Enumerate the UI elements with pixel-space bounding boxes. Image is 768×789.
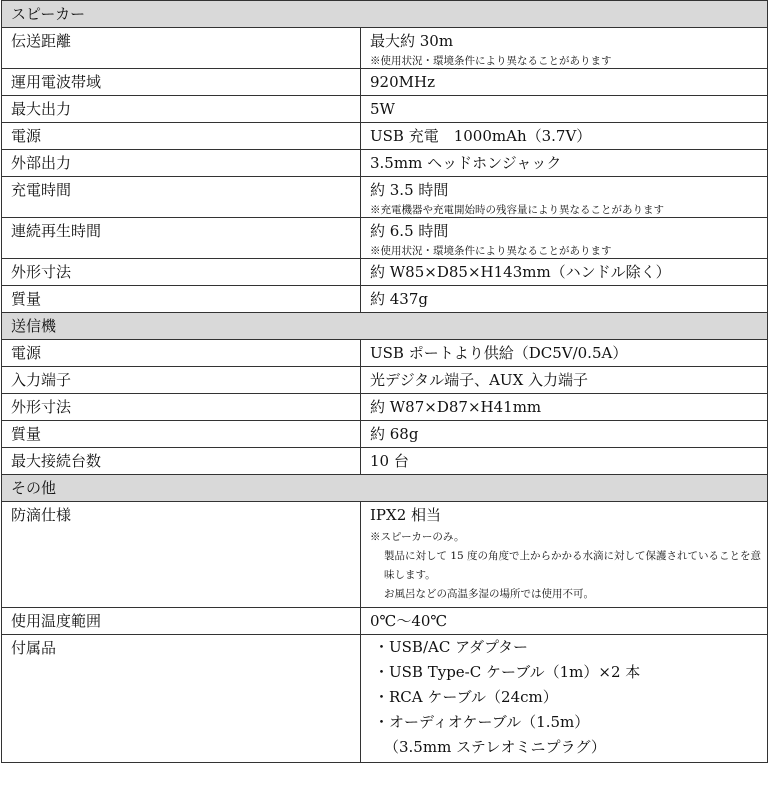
- spec-value: 5W: [361, 96, 768, 123]
- section-header-other: [2, 475, 768, 502]
- spec-row-temp: [2, 608, 768, 635]
- spec-row-weight: [2, 286, 768, 313]
- spec-note: 製品に対して 15 度の角度で上からかかる水滴に対して保護されていることを意味します。: [384, 550, 762, 581]
- accessory-item: （3.5mm ステレオミニプラグ）: [384, 738, 606, 756]
- spec-value-cell: [361, 218, 768, 259]
- spec-value: 約 3.5 時間: [370, 181, 449, 199]
- spec-label: 外形寸法: [2, 394, 361, 421]
- spec-label: 電源: [2, 123, 361, 150]
- spec-row-ext-out: [2, 150, 768, 177]
- accessory-item: ・オーディオケーブル（1.5m）: [374, 713, 590, 731]
- spec-label: 運用電波帯域: [2, 69, 361, 96]
- spec-value-cell: [361, 502, 768, 608]
- spec-note: お風呂などの高温多湿の場所では使用不可。: [384, 588, 594, 600]
- spec-value: 約 68g: [361, 421, 768, 448]
- spec-label: 最大出力: [2, 96, 361, 123]
- spec-value: 最大約 30m: [370, 32, 454, 50]
- spec-value: IPX2 相当: [370, 506, 442, 524]
- spec-row-accessories: [2, 635, 768, 763]
- spec-row-tx-weight: [2, 421, 768, 448]
- spec-table: [1, 0, 768, 763]
- spec-row-tx-power: [2, 340, 768, 367]
- spec-row-output: [2, 96, 768, 123]
- spec-value: 920MHz: [361, 69, 768, 96]
- accessory-item: ・USB Type-C ケーブル（1m）×2 本: [374, 663, 641, 681]
- section-title: スピーカー: [2, 1, 768, 28]
- spec-value: 約 W87×D87×H41mm: [361, 394, 768, 421]
- spec-label: 伝送距離: [2, 28, 361, 69]
- spec-row-playback: [2, 218, 768, 259]
- spec-label: 充電時間: [2, 177, 361, 218]
- spec-value: 3.5mm ヘッドホンジャック: [361, 150, 768, 177]
- spec-label: 付属品: [2, 635, 361, 763]
- spec-row-tx-dims: [2, 394, 768, 421]
- spec-row-range: [2, 28, 768, 69]
- spec-row-power: [2, 123, 768, 150]
- spec-note: ※使用状況・環境条件により異なることがあります: [370, 55, 612, 67]
- spec-label: 電源: [2, 340, 361, 367]
- spec-label: 使用温度範囲: [2, 608, 361, 635]
- spec-row-tx-input: [2, 367, 768, 394]
- spec-row-band: [2, 69, 768, 96]
- spec-value: 光デジタル端子、AUX 入力端子: [361, 367, 768, 394]
- spec-note: ※スピーカーのみ。: [370, 531, 465, 543]
- spec-label: 防滴仕様: [2, 502, 361, 608]
- spec-label: 質量: [2, 421, 361, 448]
- section-header-transmitter: [2, 313, 768, 340]
- spec-row-waterproof: [2, 502, 768, 608]
- accessory-item: ・RCA ケーブル（24cm）: [374, 688, 558, 706]
- spec-value: USB 充電 1000mAh（3.7V）: [361, 123, 768, 150]
- spec-label: 連続再生時間: [2, 218, 361, 259]
- spec-label: 外形寸法: [2, 259, 361, 286]
- spec-label: 入力端子: [2, 367, 361, 394]
- spec-note: ※使用状況・環境条件により異なることがあります: [370, 245, 612, 257]
- spec-row-tx-max-conn: [2, 448, 768, 475]
- spec-value-cell: [361, 28, 768, 69]
- spec-value-cell: [361, 177, 768, 218]
- section-header-speaker: [2, 1, 768, 28]
- spec-value: USB ポートより供給（DC5V/0.5A）: [361, 340, 768, 367]
- spec-label: 最大接続台数: [2, 448, 361, 475]
- spec-label: 外部出力: [2, 150, 361, 177]
- spec-value: 約 W85×D85×H143mm（ハンドル除く）: [361, 259, 768, 286]
- spec-value: 10 台: [361, 448, 768, 475]
- section-title: その他: [2, 475, 768, 502]
- accessory-item: ・USB/AC アダプター: [374, 638, 528, 656]
- section-title: 送信機: [2, 313, 768, 340]
- spec-value-cell: [361, 635, 768, 763]
- spec-note: ※充電機器や充電開始時の残容量により異なることがあります: [370, 204, 664, 216]
- spec-value: 約 6.5 時間: [370, 222, 449, 240]
- spec-value: 0℃～40℃: [361, 608, 768, 635]
- spec-label: 質量: [2, 286, 361, 313]
- spec-value: 約 437g: [361, 286, 768, 313]
- spec-row-charge: [2, 177, 768, 218]
- spec-row-dims: [2, 259, 768, 286]
